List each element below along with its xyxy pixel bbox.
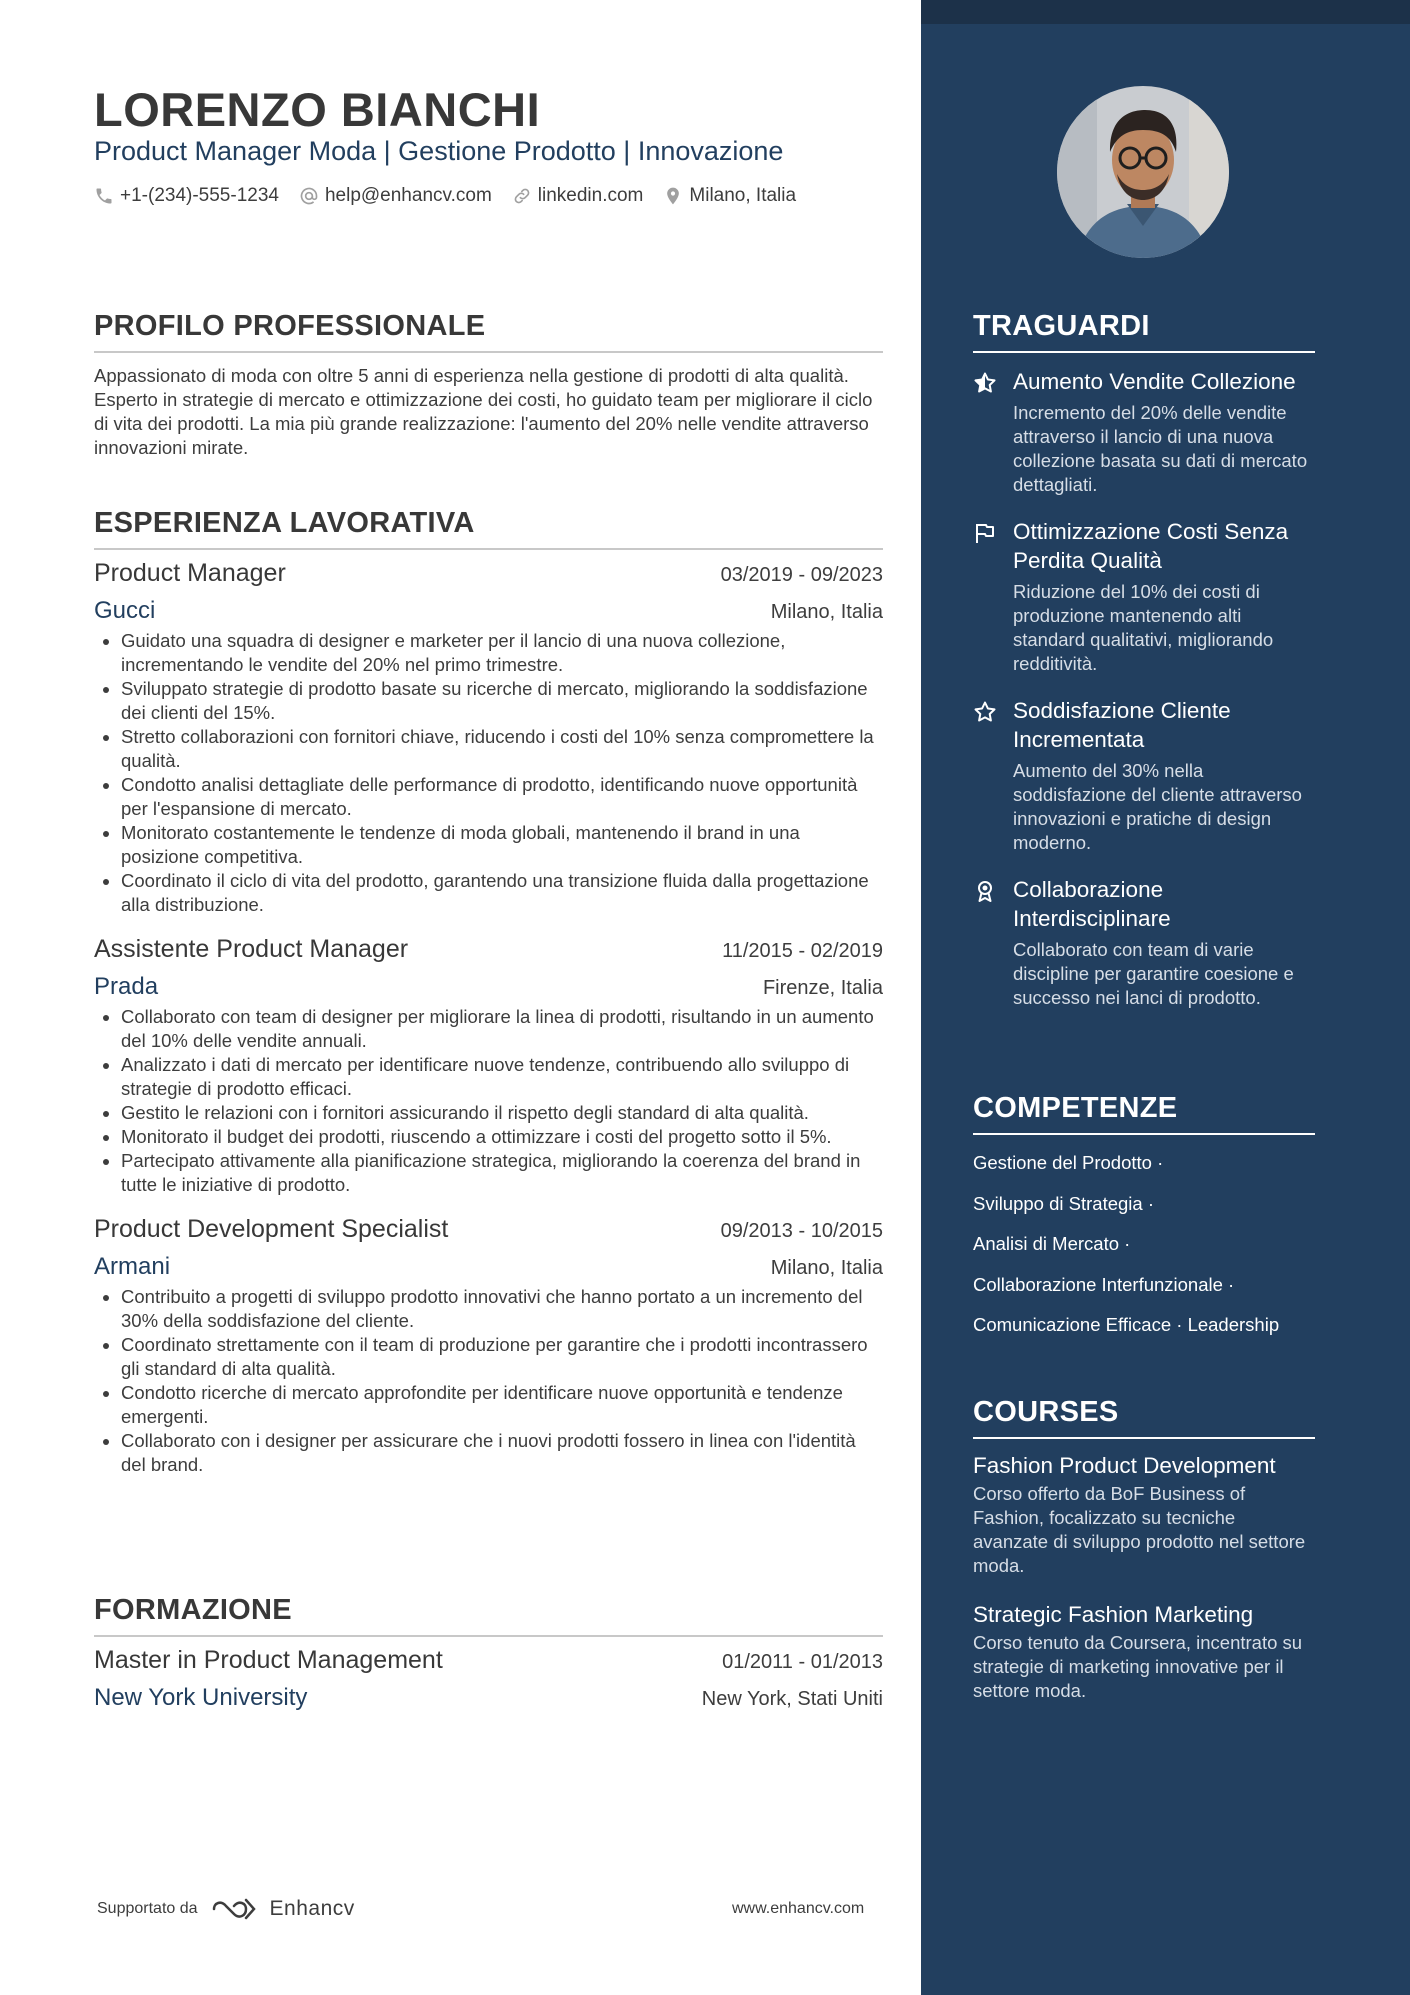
- section-title: TRAGUARDI: [973, 310, 1315, 353]
- achievement-item: [973, 367, 1315, 497]
- contact-email-text[interactable]: help@enhancv.com: [324, 185, 492, 206]
- sidebar-top-band: [921, 0, 1410, 24]
- course-title: Fashion Product Development: [973, 1453, 1276, 1478]
- bullet-item: • Sviluppato strategie di prodotto basate su ricerche di mercato, migliorando la soddisfazione dei clienti del 15%.: [121, 677, 883, 725]
- skill-item: Gestione del Prodotto ·: [973, 1152, 1164, 1173]
- bullet-item: • Coordinato il ciclo di vita del prodotto, garantendo una transizione fluida dalla progettazione alla distribuzione.: [121, 869, 883, 917]
- bullet-item: • Analizzato i dati di mercato per identificare nuove tendenze, contribuendo allo sviluppo di strategie di prodotto efficaci.: [121, 1053, 883, 1101]
- bullet-item: • Collaborato con team di designer per migliorare la linea di prodotti, risultando in un aumento del 10% delle vendite annuali.: [121, 1005, 883, 1053]
- skill-item: Comunicazione Efficace · Leadership: [973, 1314, 1280, 1335]
- job-entry: [94, 1215, 883, 1477]
- footer-url[interactable]: www.enhancv.com: [732, 1900, 865, 1917]
- company-name: Armani: [94, 1253, 171, 1280]
- bullet-item: • Monitorato costantemente le tendenze di moda globali, mantenendo il brand in una posizione competitiva.: [121, 821, 883, 869]
- profile-summary: Appassionato di moda con oltre 5 anni di esperienza nella gestione di prodotti di alta qualità. Esperto in strategie di mercato e ottimizzazione dei costi, ho guidato team per migliorare il ciclo di vita dei prodotti. La mia più grande realizzazione: l'aumento del 20% nelle vendite attraverso innovazioni mirate.: [94, 365, 873, 458]
- course-title: Strategic Fashion Marketing: [973, 1602, 1254, 1627]
- contact-email[interactable]: [299, 185, 492, 207]
- achievement-item: [973, 517, 1315, 676]
- enhancv-logo-icon: [210, 1896, 258, 1922]
- contact-phone-text: +1-(234)-555-1234: [120, 185, 279, 206]
- star-icon: [973, 700, 997, 724]
- bullet-item: • Condotto ricerche di mercato approfondite per identificare nuove opportunità e tendenze emergenti.: [121, 1381, 883, 1429]
- company-name: Gucci: [94, 597, 156, 624]
- job-title: Product Development Specialist: [94, 1215, 449, 1243]
- achievement-desc: Incremento del 20% delle vendite attraverso il lancio di una nuova collezione basata su dati di mercato dettagliati.: [1013, 402, 1308, 495]
- contact-linkedin-text[interactable]: linkedin.com: [537, 185, 644, 206]
- bullet-item: • Contribuito a progetti di sviluppo prodotto innovativi che hanno portato a un incremento del 30% della soddisfazione del cliente.: [121, 1285, 883, 1333]
- contact-location: [663, 185, 796, 207]
- section-title: COURSES: [973, 1396, 1315, 1439]
- bullet-item: • Partecipato attivamente alla pianificazione strategica, migliorando la coerenza del brand in tutte le iniziative di prodotto.: [121, 1149, 883, 1197]
- bullet-item: • Stretto collaborazioni con fornitori chiave, riducendo i costi del 10% senza compromettere la qualità.: [121, 725, 883, 773]
- education-dates: 01/2011 - 01/2013: [722, 1651, 883, 1673]
- job-bullets: [94, 1285, 883, 1477]
- achievement-desc: Collaborato con team di varie discipline per garantire coesione e successo nei lanci di prodotto.: [1013, 939, 1294, 1008]
- profile-photo: [1057, 86, 1229, 258]
- job-location: Milano, Italia: [770, 1257, 883, 1279]
- achievement-item: [973, 696, 1315, 855]
- contact-location-text: Milano, Italia: [689, 185, 797, 206]
- bullet-item: • Monitorato il budget dei prodotti, riuscendo a ottimizzare i costi del progetto sotto il 5%.: [121, 1125, 883, 1149]
- phone-icon: [94, 186, 114, 206]
- skills-list: [973, 1143, 1315, 1346]
- achievement-title: Ottimizzazione Costi Senza Perdita Qualità: [1013, 519, 1289, 573]
- footer-powered-by: [97, 1896, 355, 1922]
- powered-by-label: Supportato da: [97, 1900, 198, 1917]
- skills-section: [973, 1092, 1315, 1346]
- contact-phone: [94, 185, 279, 207]
- degree-title: Master in Product Management: [94, 1646, 443, 1674]
- contact-linkedin[interactable]: [512, 185, 644, 207]
- course-desc: Corso tenuto da Coursera, incentrato su strategie di marketing innovative per il settore moda.: [973, 1632, 1303, 1701]
- achievement-title: Soddisfazione Cliente Incrementata: [1013, 698, 1231, 752]
- bullet-item: • Guidato una squadra di designer e marketer per il lancio di una nuova collezione, incrementando le vendite del 20% nel primo trimestre.: [121, 629, 883, 677]
- job-dates: 11/2015 - 02/2019: [722, 940, 883, 962]
- course-item: [973, 1451, 1315, 1578]
- section-title: PROFILO PROFESSIONALE: [94, 310, 883, 353]
- achievement-title: Aumento Vendite Collezione: [1013, 369, 1296, 394]
- job-dates: 03/2019 - 09/2023: [720, 564, 883, 586]
- section-title: COMPETENZE: [973, 1092, 1315, 1135]
- job-location: Milano, Italia: [770, 601, 883, 623]
- school-name: New York University: [94, 1684, 308, 1711]
- job-title: Assistente Product Manager: [94, 935, 409, 963]
- experience-section: [94, 507, 883, 1477]
- achievement-title: Collaborazione Interdisciplinare: [1013, 877, 1171, 931]
- star-half-icon: [973, 371, 997, 395]
- skill-item: Collaborazione Interfunzionale ·: [973, 1273, 1235, 1295]
- bullet-item: • Coordinato strettamente con il team di produzione per garantire che i prodotti incontrassero gli standard di alta qualità.: [121, 1333, 883, 1381]
- award-icon: [973, 879, 997, 903]
- achievement-desc: Aumento del 30% nella soddisfazione del cliente attraverso innovazioni e pratiche di design moderno.: [1013, 760, 1302, 853]
- section-title: ESPERIENZA LAVORATIVA: [94, 507, 883, 550]
- section-title: FORMAZIONE: [94, 1594, 883, 1637]
- job-location: Firenze, Italia: [762, 977, 883, 999]
- flag-icon: [973, 521, 997, 545]
- bullet-item: • Gestito le relazioni con i fornitori assicurando il rispetto degli standard di alta qualità.: [121, 1101, 883, 1125]
- education-entry: [94, 1646, 883, 1712]
- job-bullets: [94, 629, 883, 917]
- headline: Product Manager Moda | Gestione Prodotto | Innovazione: [94, 136, 784, 166]
- contact-bar: [94, 185, 796, 207]
- education-location: New York, Stati Uniti: [701, 1688, 883, 1710]
- company-name: Prada: [94, 973, 159, 1000]
- achievement-desc: Riduzione del 10% dei costi di produzione mantenendo alti standard qualitativi, migliorando redditività.: [1013, 581, 1274, 674]
- job-dates: 09/2013 - 10/2015: [720, 1220, 883, 1242]
- job-bullets: [94, 1005, 883, 1197]
- brand-name: Enhancv: [269, 1897, 355, 1920]
- bullet-item: • Collaborato con i designer per assicurare che i nuovi prodotti fossero in linea con l'identità del brand.: [121, 1429, 883, 1477]
- achievement-item: [973, 875, 1315, 1010]
- skill-item: Analisi di Mercato ·: [973, 1233, 1131, 1254]
- profile-section: [94, 310, 883, 460]
- course-item: [973, 1600, 1315, 1703]
- job-title: Product Manager: [94, 559, 286, 587]
- achievements-section: [973, 310, 1315, 1010]
- courses-section: [973, 1396, 1315, 1703]
- skill-item: Sviluppo di Strategia ·: [973, 1192, 1154, 1214]
- at-icon: [299, 186, 319, 206]
- bullet-item: • Condotto analisi dettagliate delle performance di prodotto, identificando nuove opportunità per l'espansione di mercato.: [121, 773, 883, 821]
- candidate-name: LORENZO BIANCHI: [94, 83, 541, 136]
- education-section: [94, 1594, 883, 1712]
- job-entry: [94, 559, 883, 917]
- course-desc: Corso offerto da BoF Business of Fashion, focalizzato su tecniche avanzate di sviluppo prodotto nel settore moda.: [973, 1483, 1306, 1576]
- link-icon: [512, 186, 532, 206]
- location-icon: [663, 186, 683, 206]
- job-entry: [94, 935, 883, 1197]
